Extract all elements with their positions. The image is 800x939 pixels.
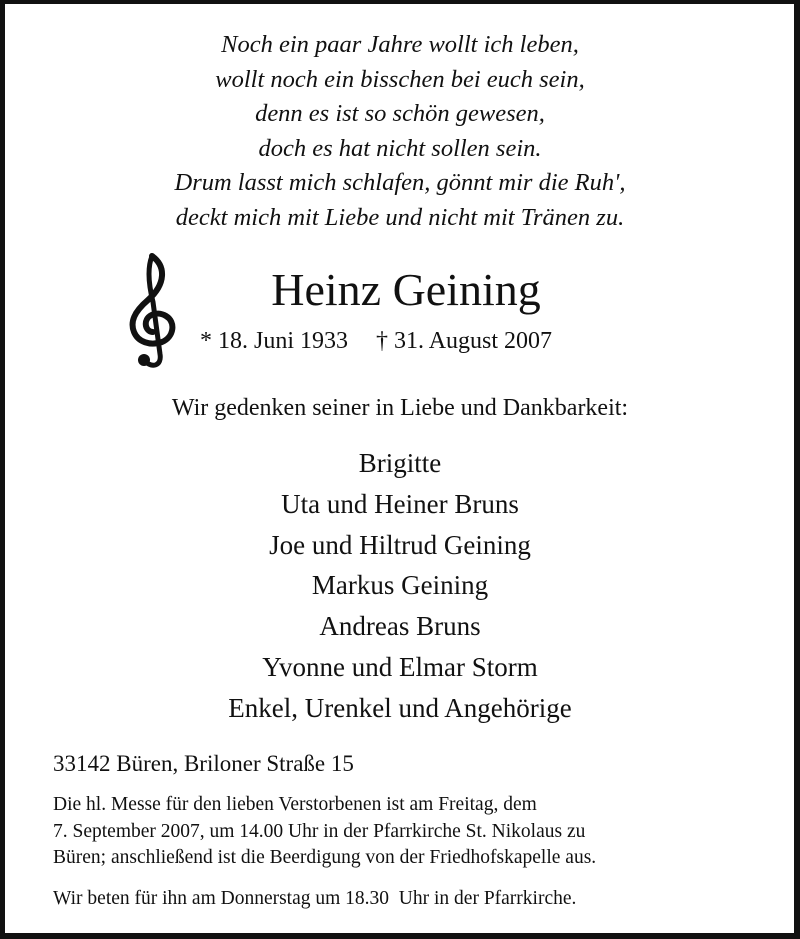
notice-line: Die hl. Messe für den lieben Verstorbenen ist am Freitag, dem — [53, 794, 537, 815]
birth-date: * 18. Juni 1933 — [200, 328, 349, 354]
family-address: 33142 Büren, Briloner Straße 15 — [53, 751, 354, 776]
remembrance-intro: Wir gedenken seiner in Liebe und Dankbarkeit: — [171, 395, 629, 421]
poem-line: wollt noch ein bisschen bei euch sein, — [215, 65, 585, 93]
mourners-list — [0, 443, 800, 729]
notice-line: 7. September 2007, um 14.00 Uhr in der Pfarrkirche St. Nikolaus zu — [53, 820, 586, 842]
life-dates — [200, 325, 552, 357]
mourner-name: Andreas Bruns — [319, 611, 481, 642]
mourner-name: Yvonne und Elmar Storm — [262, 651, 538, 682]
prayer-notice: Wir beten für ihn am Donnerstag um 18.30 Uhr in der Pfarrkirche. — [53, 888, 577, 909]
poem-line: doch es hat nicht sollen sein. — [258, 134, 542, 162]
mourner-name: Enkel, Urenkel und Angehörige — [228, 692, 572, 723]
death-date: † 31. August 2007 — [376, 328, 553, 354]
mourner-name: Brigitte — [358, 448, 442, 478]
poem-line: Noch ein paar Jahre wollt ich leben, — [221, 31, 579, 58]
poem-line: denn es ist so schön gewesen, — [255, 100, 545, 127]
deceased-name: Heinz Geining — [271, 264, 541, 315]
notice-line: Büren; anschließend ist die Beerdigung von der Friedhofskapelle aus. — [53, 847, 597, 868]
mourner-name: Markus Geining — [311, 570, 489, 601]
poem — [0, 28, 800, 235]
mourner-name: Joe und Hiltrud Geining — [269, 529, 531, 560]
mourner-name: Uta und Heiner Bruns — [281, 488, 519, 519]
poem-line: deckt mich mit Liebe und nicht mit Tränen zu. — [175, 203, 625, 231]
funeral-notice — [53, 792, 753, 872]
poem-line: Drum lasst mich schlafen, gönnt mir die Ruh', — [174, 169, 626, 196]
